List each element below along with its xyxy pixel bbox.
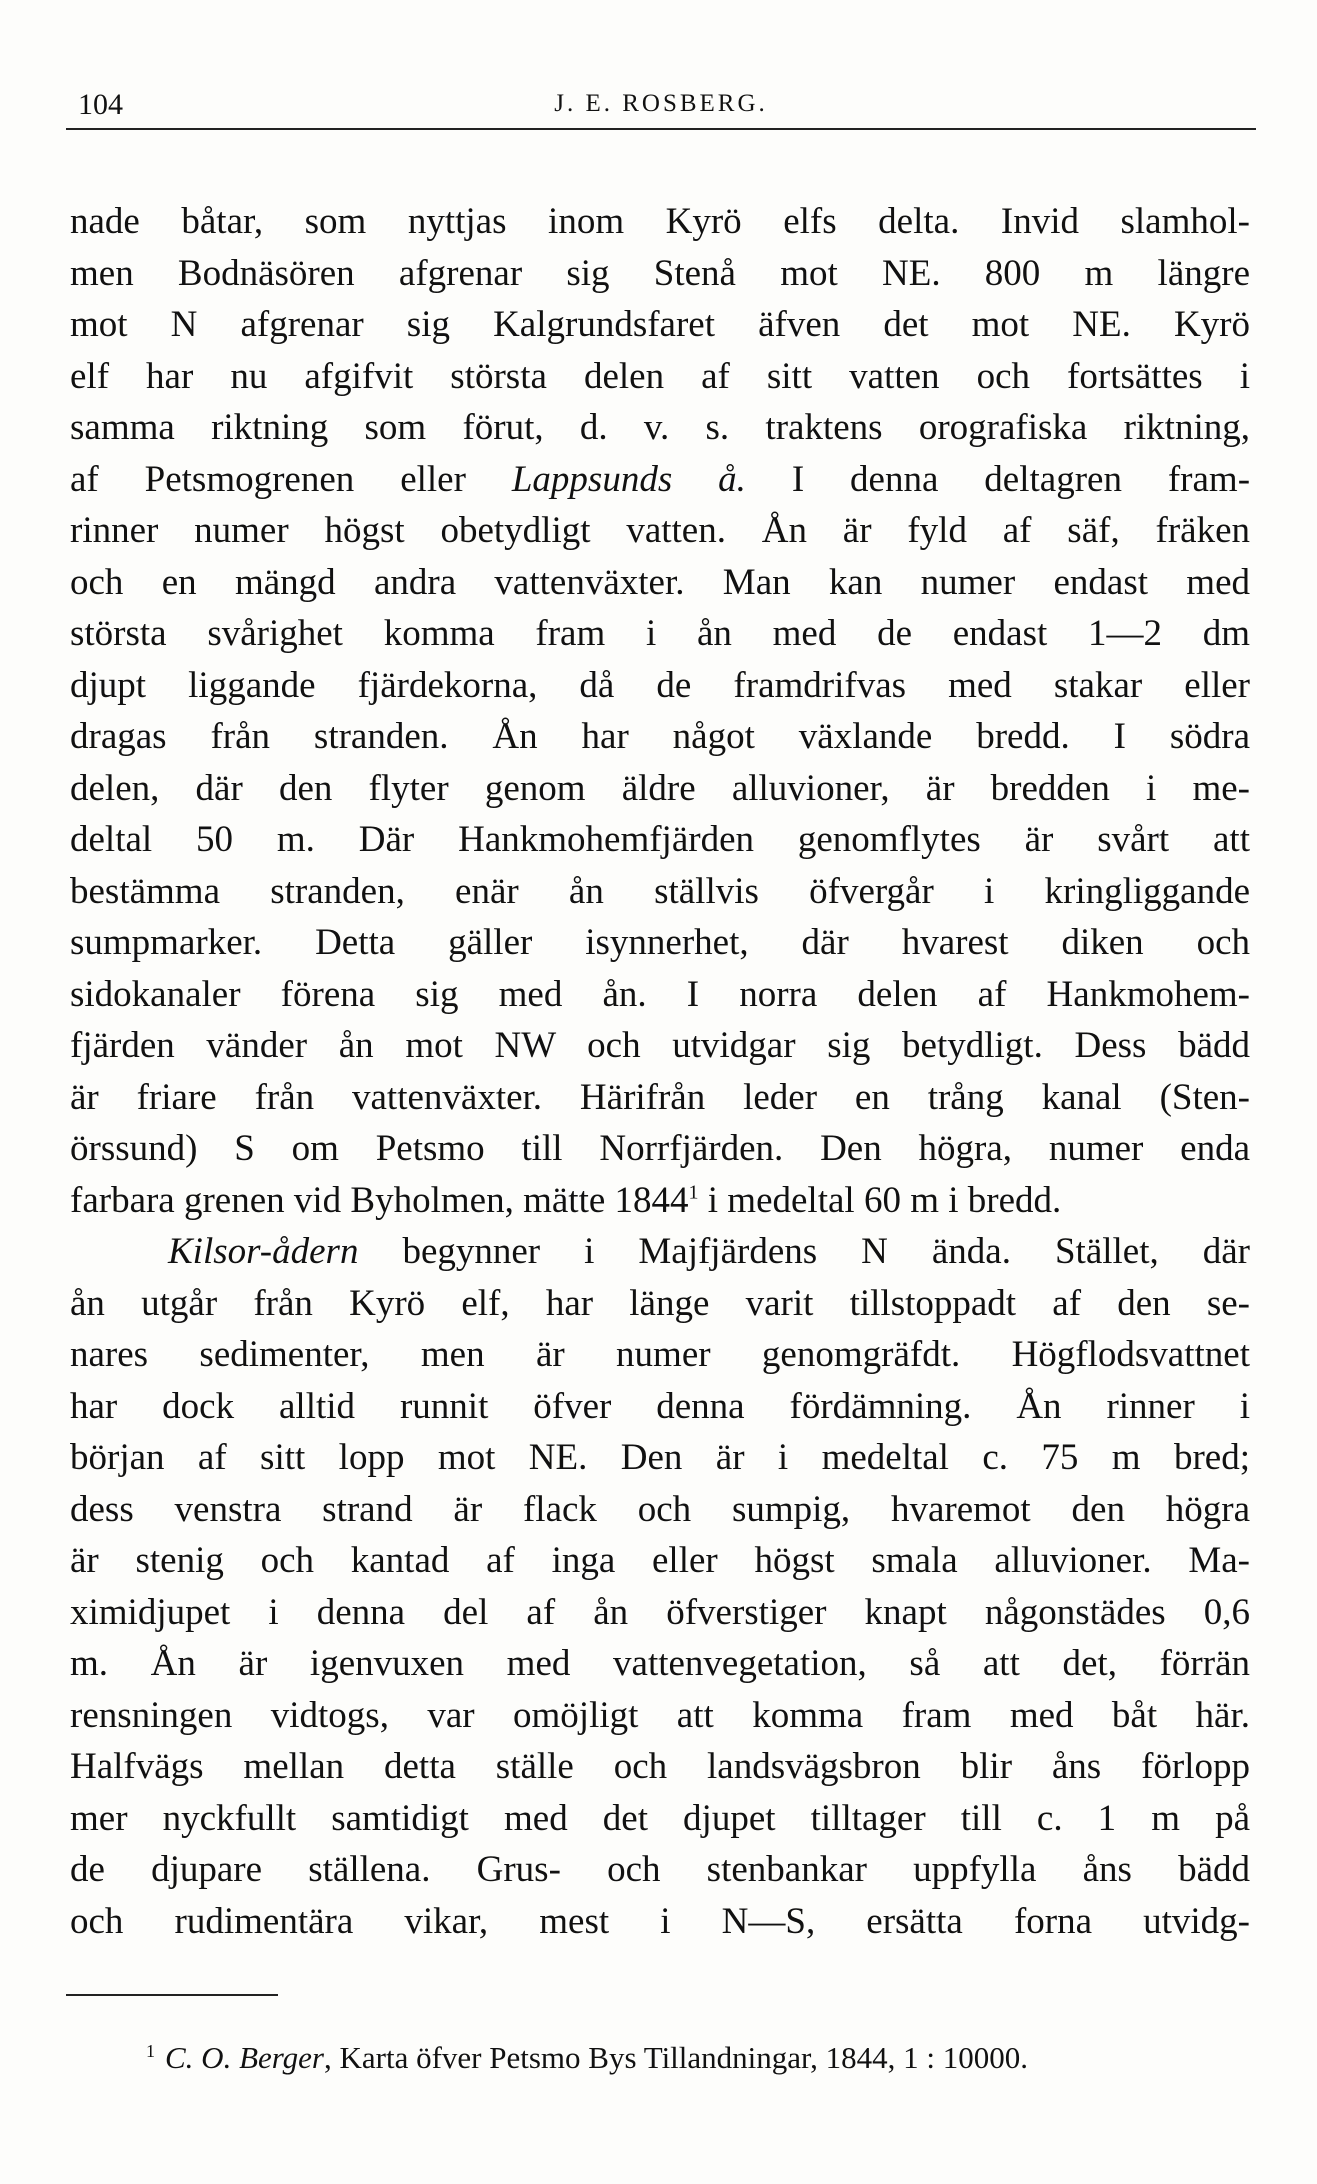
text-line: bestämma stranden, enär ån ställvis öfvergår i kringliggande [70, 870, 1250, 912]
italic-place-name: Lappsunds å. [511, 458, 746, 500]
text-line: elf har nu afgifvit största delen af sitt vatten och fortsättes i [70, 355, 1250, 397]
footnote-text: , Karta öfver Petsmo Bys Tillandningar, 1844, 1 : 10000. [324, 2040, 1028, 2075]
text-line: de djupare ställena. Grus- och stenbankar uppfylla åns bädd [70, 1849, 1250, 1890]
text-line: Halfvägs mellan detta ställe och landsvägsbron blir åns förlopp [70, 1746, 1250, 1787]
text-line: rinner numer högst obetydligt vatten. Ån är fyld af säf, fräken [70, 510, 1250, 551]
text-line: är stenig och kantad af inga eller högst smala alluvioner. Ma- [70, 1540, 1250, 1581]
text-line [70, 1226, 1250, 1278]
text-line: början af sitt lopp mot NE. Den är i medeltal c. 75 m bred; [70, 1437, 1250, 1478]
text-line: ximidjupet i denna del af ån öfverstiger knapt någonstädes 0,6 [70, 1591, 1250, 1633]
text-fragment: farbara grenen vid Byholmen, mätte 1844 [70, 1179, 689, 1221]
text-line: mer nyckfullt samtidigt med det djupet tilltager till c. 1 m på [70, 1797, 1250, 1839]
footnote-reference: 1 [688, 1181, 699, 1204]
footnote-divider [66, 1994, 278, 1996]
footnote [146, 2040, 1028, 2076]
text-line: deltal 50 m. Där Hankmohemfjärden genomflytes är svårt att [70, 819, 1250, 860]
text-line: och en mängd andra vattenväxter. Man kan numer endast med [70, 561, 1250, 603]
text-line: nares sedimenter, men är numer genomgräfdt. Högflodsvattnet [70, 1334, 1250, 1375]
text-fragment: af Petsmogrenen eller [70, 458, 466, 500]
text-line: dess venstra strand är flack och sumpig, hvaremot den högra [70, 1488, 1250, 1530]
text-line: mot N afgrenar sig Kalgrundsfaret äfven det mot NE. Kyrö [70, 304, 1250, 345]
text-line: men Bodnäsören afgrenar sig Stenå mot NE. 800 m längre [70, 252, 1250, 294]
footnote-marker: 1 [146, 2040, 155, 2061]
text-fragment: i medeltal 60 m i bredd. [698, 1179, 1062, 1221]
text-line: m. Ån är igenvuxen med vattenvegetation, så att det, förrän [70, 1643, 1250, 1684]
text-line: har dock alltid runnit öfver denna fördämning. Ån rinner i [70, 1385, 1250, 1427]
text-fragment: begynner i Majfjärdens N ända. Stället, där [402, 1231, 1250, 1272]
text-line: dragas från stranden. Ån har något växlande bredd. I södra [70, 716, 1250, 757]
page-number: 104 [78, 88, 123, 121]
text-line: fjärden vänder ån mot NW och utvidgar sig betydligt. Dess bädd [70, 1025, 1250, 1066]
text-line: sumpmarker. Detta gäller isynnerhet, där hvarest diken och [70, 922, 1250, 963]
footnote-author: C. O. Berger [165, 2040, 324, 2075]
text-line: sidokanaler förena sig med ån. I norra delen af Hankmohem- [70, 973, 1250, 1015]
text-line: delen, där den flyter genom äldre alluvioner, är bredden i me- [70, 767, 1250, 809]
text-line [70, 454, 1250, 506]
text-fragment: I denna deltagren fram- [791, 458, 1251, 500]
text-line: och rudimentära vikar, mest i N—S, ersätta forna utvidg- [70, 1900, 1250, 1942]
text-line: samma riktning som förut, d. v. s. traktens orografiska riktning, [70, 407, 1250, 448]
running-head: J. E. ROSBERG. [554, 90, 768, 117]
text-line: rensningen vidtogs, var omöjligt att komma fram med båt här. [70, 1694, 1250, 1736]
body-text [70, 196, 1250, 1947]
italic-place-name: Kilsor-ådern [168, 1231, 359, 1272]
text-line: ån utgår från Kyrö elf, har länge varit tillstoppadt af den se- [70, 1282, 1250, 1324]
text-line: nade båtar, som nyttjas inom Kyrö elfs delta. Invid slamhol- [70, 201, 1250, 242]
text-line: djupt liggande fjärdekorna, då de framdrifvas med stakar eller [70, 664, 1250, 706]
text-line: största svårighet komma fram i ån med de endast 1—2 dm [70, 613, 1250, 654]
text-line: örssund) S om Petsmo till Norrfjärden. Den högra, numer enda [70, 1128, 1250, 1169]
page-header [66, 84, 1256, 130]
text-line: är friare från vattenväxter. Härifrån leder en trång kanal (Sten- [70, 1076, 1250, 1118]
text-line [70, 1175, 1250, 1227]
